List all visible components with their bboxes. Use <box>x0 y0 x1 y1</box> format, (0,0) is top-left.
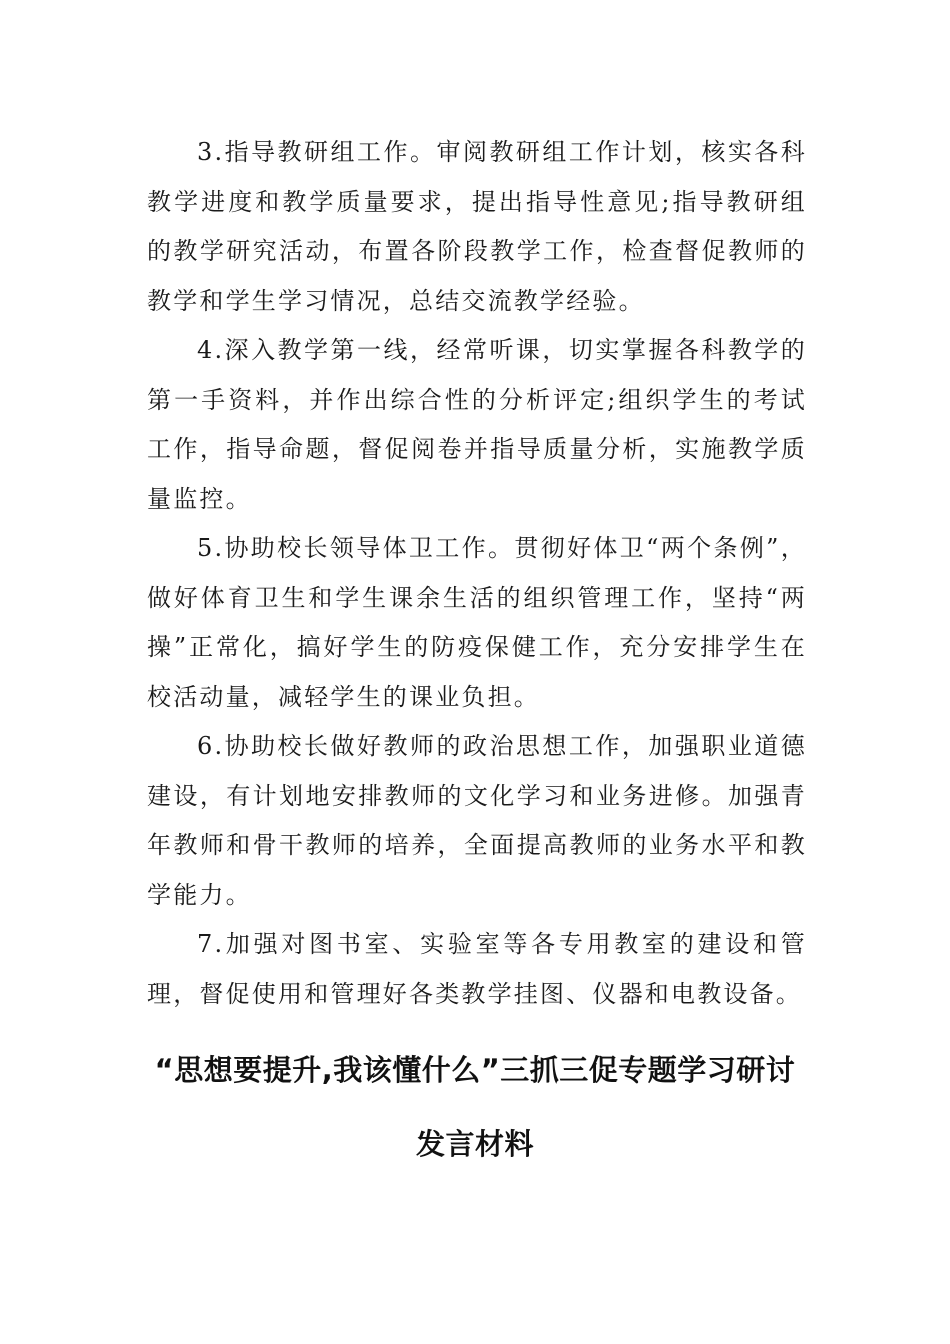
paragraph-item-5: 5.协助校长领导体卫工作。贯彻好体卫“两个条例”，做好体育卫生和学生课余生活的组织管理工作，坚持“两操”正常化，搞好学生的防疫保健工作，充分安排学生在校活动量，减轻学生的课业负担。 <box>147 534 807 711</box>
section-title-continuation: 发言材料 <box>415 1127 534 1161</box>
document-body <box>147 128 807 1019</box>
paragraph-item-6: 6.协助校长做好教师的政治思想工作，加强职业道德建设，有计划地安排教师的文化学习和业务进修。加强青年教师和骨干教师的培养，全面提高教师的业务水平和教学能力。 <box>147 732 807 909</box>
paragraph-item-3: 3.指导教研组工作。审阅教研组工作计划，核实各科教学进度和教学质量要求，提出指导性意见;指导教研组的教学研究活动，布置各阶段教学工作，检查督促教师的教学和学生学习情况，总结交流教学经验。 <box>147 138 807 315</box>
paragraph-item-7: 7.加强对图书室、实验室等各专用教室的建设和管理，督促使用和管理好各类教学挂图、仪器和电教设备。 <box>147 930 807 1008</box>
paragraph-item-4: 4.深入教学第一线，经常听课，切实掌握各科教学的第一手资料，并作出综合性的分析评定;组织学生的考试工作，指导命题，督促阅卷并指导质量分析，实施教学质量监控。 <box>147 336 807 513</box>
section-title: “思想要提升,我该懂什么”三抓三促专题学习研讨 <box>154 1053 796 1087</box>
